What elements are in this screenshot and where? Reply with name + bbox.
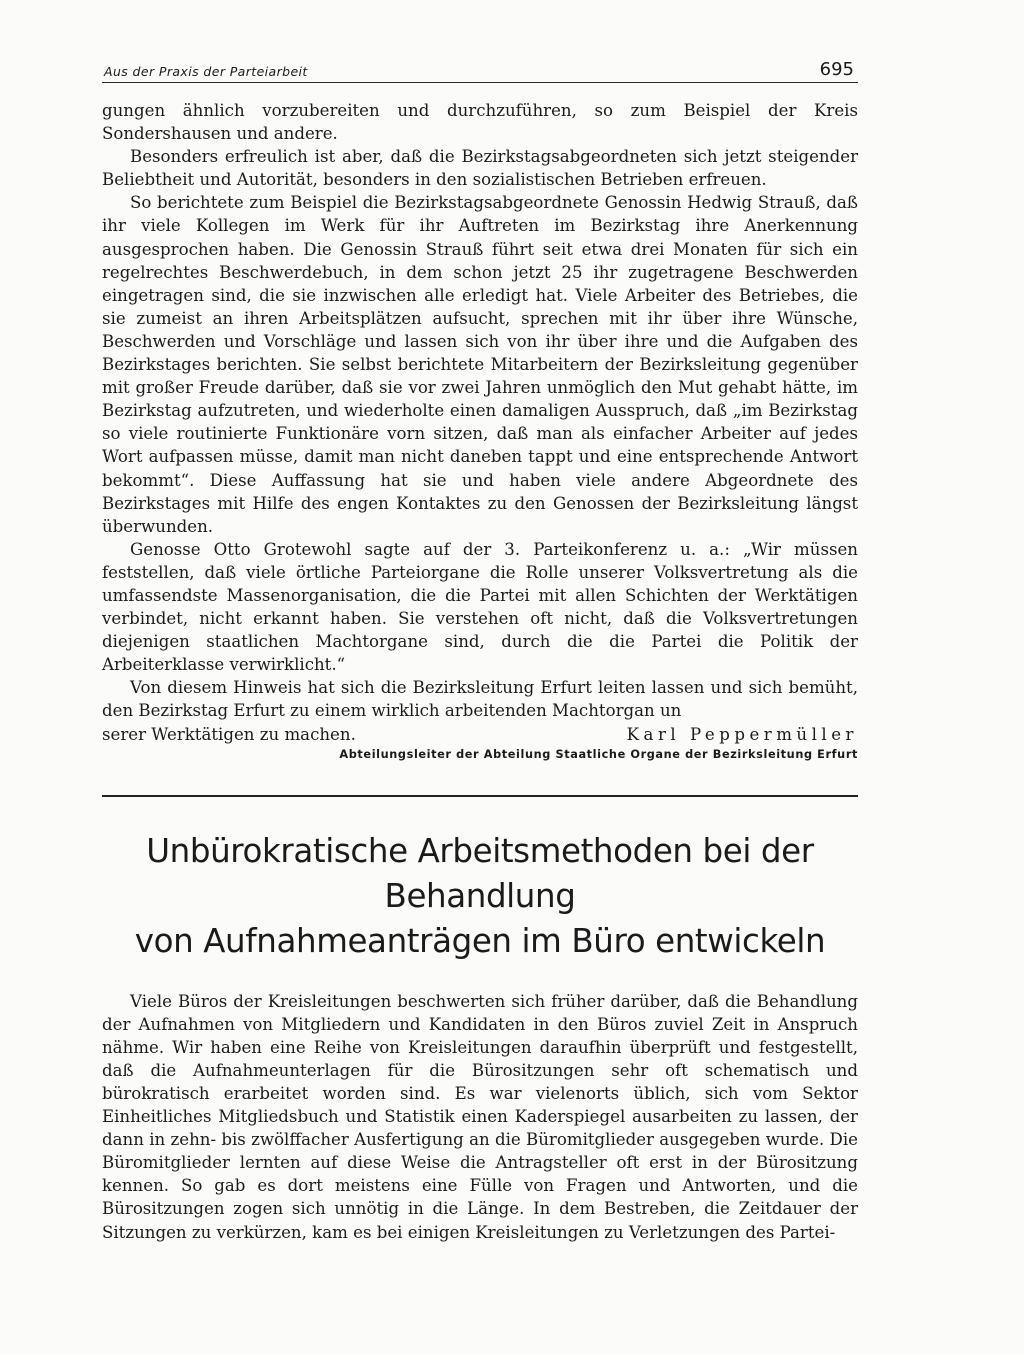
paragraph-grotewohl-quote: Genosse Otto Grotewohl sagte auf der 3. Parteikonferenz u. a.: „Wir müssen feststellen, daß viele örtliche Parteiorgane die Rolle unserer Volksvertretung als die umfassendste Massenorganisation, die die Partei mit allen Schichten der Werktätigen verbindet, nicht erkannt haben. Sie verstehen oft nicht, daß die Volksvertretungen diejenigen staatlichen Machtorgane sind, durch die die Partei die Politik der Arbeiterklasse verwirklicht.“ [102,539,858,675]
paragraph-continuation: gungen ähnlich vorzubereiten und durchzuführen, so zum Beispiel der Kreis Sondershausen und andere. [102,101,858,144]
closing-line: serer Werktätigen zu machen. [102,724,356,744]
paragraph-bueros: Viele Büros der Kreisleitungen beschwerten sich früher darüber, daß die Behandlung der Aufnahmen von Mitgliedern und Kandidaten in den Büros zuviel Zeit in Anspruch nähme. Wir haben eine Reihe von Kreisleitungen daraufhin überprüft und festgestellt, daß die Aufnahmeunterlagen für die Bürositzungen sehr oft schematisch und bürokratisch erarbeitet worden sind. Es war vielenorts üblich, sich vom Sektor Einheitliches Mitgliedsbuch und Statistik einen Kaderspiegel ausarbeiten zu lassen, der dann in zehn- bis zwölffacher Ausfertigung an die Büromitglieder ausgegeben wurde. Die Büromitglieder lernten auf diese Weise die Antragsteller oft erst in der Bürositzung kennen. So gab es dort meistens eine Fülle von Fragen und Antworten, und die Bürositzungen zogen sich unnötig in die Länge. In dem Bestreben, die Zeitdauer der Sitzungen zu verkürzen, kam es bei einigen Kreisleitungen zu Verletzungen des Partei- [102,991,858,1242]
article-one [102,99,858,761]
author-name: Karl Peppermüller [626,724,858,744]
article-two [102,990,858,1244]
headline-line-1: Unbürokratische Arbeitsmethoden bei der Behandlung [146,831,814,915]
headline-line-2: von Aufnahmeanträgen im Büro entwickeln [134,921,826,960]
section-divider [102,795,858,797]
paragraph-deputies: Besonders erfreulich ist aber, daß die Bezirkstagsabgeordneten sich jetzt steigender Beliebtheit und Autorität, besonders in den sozialistischen Betrieben erfreuen. [102,147,858,190]
article-headline [102,829,858,964]
document-page [102,50,858,1244]
running-header [102,50,858,83]
paragraph-strauss-report: So berichtete zum Beispiel die Bezirkstagsabgeordnete Genossin Hedwig Strauß, daß ihr viele Kollegen im Werk für ihr Auftreten im Bezirkstag ihre Anerkennung ausgesprochen haben. Die Genossin Strauß führt seit etwa drei Monaten für sich ein regelrechtes Beschwerdebuch, in dem schon jetzt 25 ihr zugetragene Beschwerden eingetragen sind, die sie inzwischen alle erledigt hat. Viele Arbeiter des Betriebes, die sie zumeist an ihren Arbeitsplätzen aufsucht, sprechen mit ihr über ihre Wünsche, Beschwerden und Vorschläge und lassen sich von ihr über ihre und die Aufgaben des Bezirkstages berichten. Sie selbst berichtete Mitarbeitern der Bezirksleitung gegenüber mit großer Freude darüber, daß sie vor zwei Jahren unmöglich den Mut gehabt hätte, im Bezirkstag aufzutreten, und wiederholte einen damaligen Ausspruch, daß „im Bezirkstag so viele routinierte Funktionäre vorn sitzen, daß man als einfacher Arbeiter auf jedes Wort aufpassen müsse, damit man nicht daneben tappt und eine entsprechende Antwort bekommt“. Diese Auffassung hat sie und haben viele andere Abgeordnete des Bezirkstages mit Hilfe des engen Kontaktes zu den Genossen der Bezirksleitung längst überwunden. [102,193,858,536]
running-title: Aus der Praxis der Parteiarbeit [104,64,308,79]
author-title: Abteilungsleiter der Abteilung Staatliche Organe der Bezirksleitung Erfurt [339,747,858,761]
signature-line [102,723,858,746]
paragraph-erfurt: Von diesem Hinweis hat sich die Bezirksleitung Erfurt leiten lassen und sich bemüht, den Bezirkstag Erfurt zu einem wirklich arbeitenden Machtorgan un [102,678,858,721]
page-number: 695 [819,59,854,80]
